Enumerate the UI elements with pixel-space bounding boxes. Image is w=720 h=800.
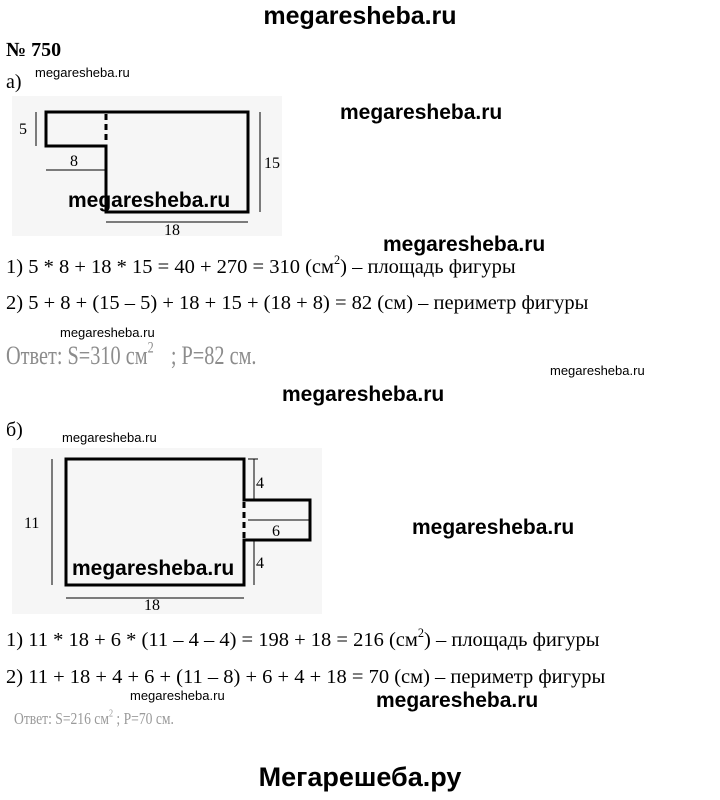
watermark: megaresheba.ru [130,688,225,703]
part-b-line-1: 1) 11 * 18 + 6 * (11 – 4 – 4) = 198 + 18 = 216 $(см^2)$ – площадь фигуры [6,625,600,651]
watermark: megaresheba.ru [340,101,503,124]
watermark: megaresheba.ru [383,233,546,256]
watermark: megaresheba.ru [62,430,157,445]
watermark: megaresheba.ru [68,189,231,212]
figure-b [12,448,322,614]
part-a-line-2: 2) 5 + 8 + (15 – 5) + 18 + 15 + (18 + 8) = 82 (см) – периметр фигуры [6,292,589,314]
dim-b-tab: 6 [272,523,280,540]
part-a-answer: Ответ: S=310 $см^2$ ; P=82 см. [6,339,257,370]
dim-a-inner: 8 [70,153,78,170]
watermark: megaresheba.ru [376,689,539,712]
watermark: megaresheba.ru [412,516,575,539]
dim-b-bottom: 18 [144,597,160,614]
footer-title: Мегарешеба.ру [258,762,462,792]
dim-a-bottom: 18 [164,222,180,236]
site-title: megaresheba.ru [263,2,457,30]
watermark: megaresheba.ru [60,325,155,340]
watermark: megaresheba.ru [72,557,235,580]
watermark: megaresheba.ru [282,383,445,406]
dim-a-left: 5 [19,121,27,138]
watermark: megaresheba.ru [35,65,130,80]
problem-number: № 750 [6,39,62,61]
part-a-label: а) [6,71,22,93]
dim-b-bottom-right: 4 [256,555,264,572]
part-a-line-1: 1) 5 * 8 + 18 * 15 = 40 + 270 = 310 $(см^2)$ – площадь фигуры [6,252,516,278]
part-b-line-2: 2) 11 + 18 + 4 + 6 + (11 – 8) + 6 + 4 + 18 = 70 (см) – периметр фигуры [6,666,606,688]
figure-a [12,96,282,236]
dim-b-left: 11 [24,515,40,532]
part-b-label: б) [6,419,23,441]
dim-b-top-right: 4 [256,475,264,492]
watermark: megaresheba.ru [550,363,645,378]
part-b-answer: Ответ: S=216 $см^2$ ; P=70 см. [14,708,174,728]
dim-a-right: 15 [264,155,280,172]
